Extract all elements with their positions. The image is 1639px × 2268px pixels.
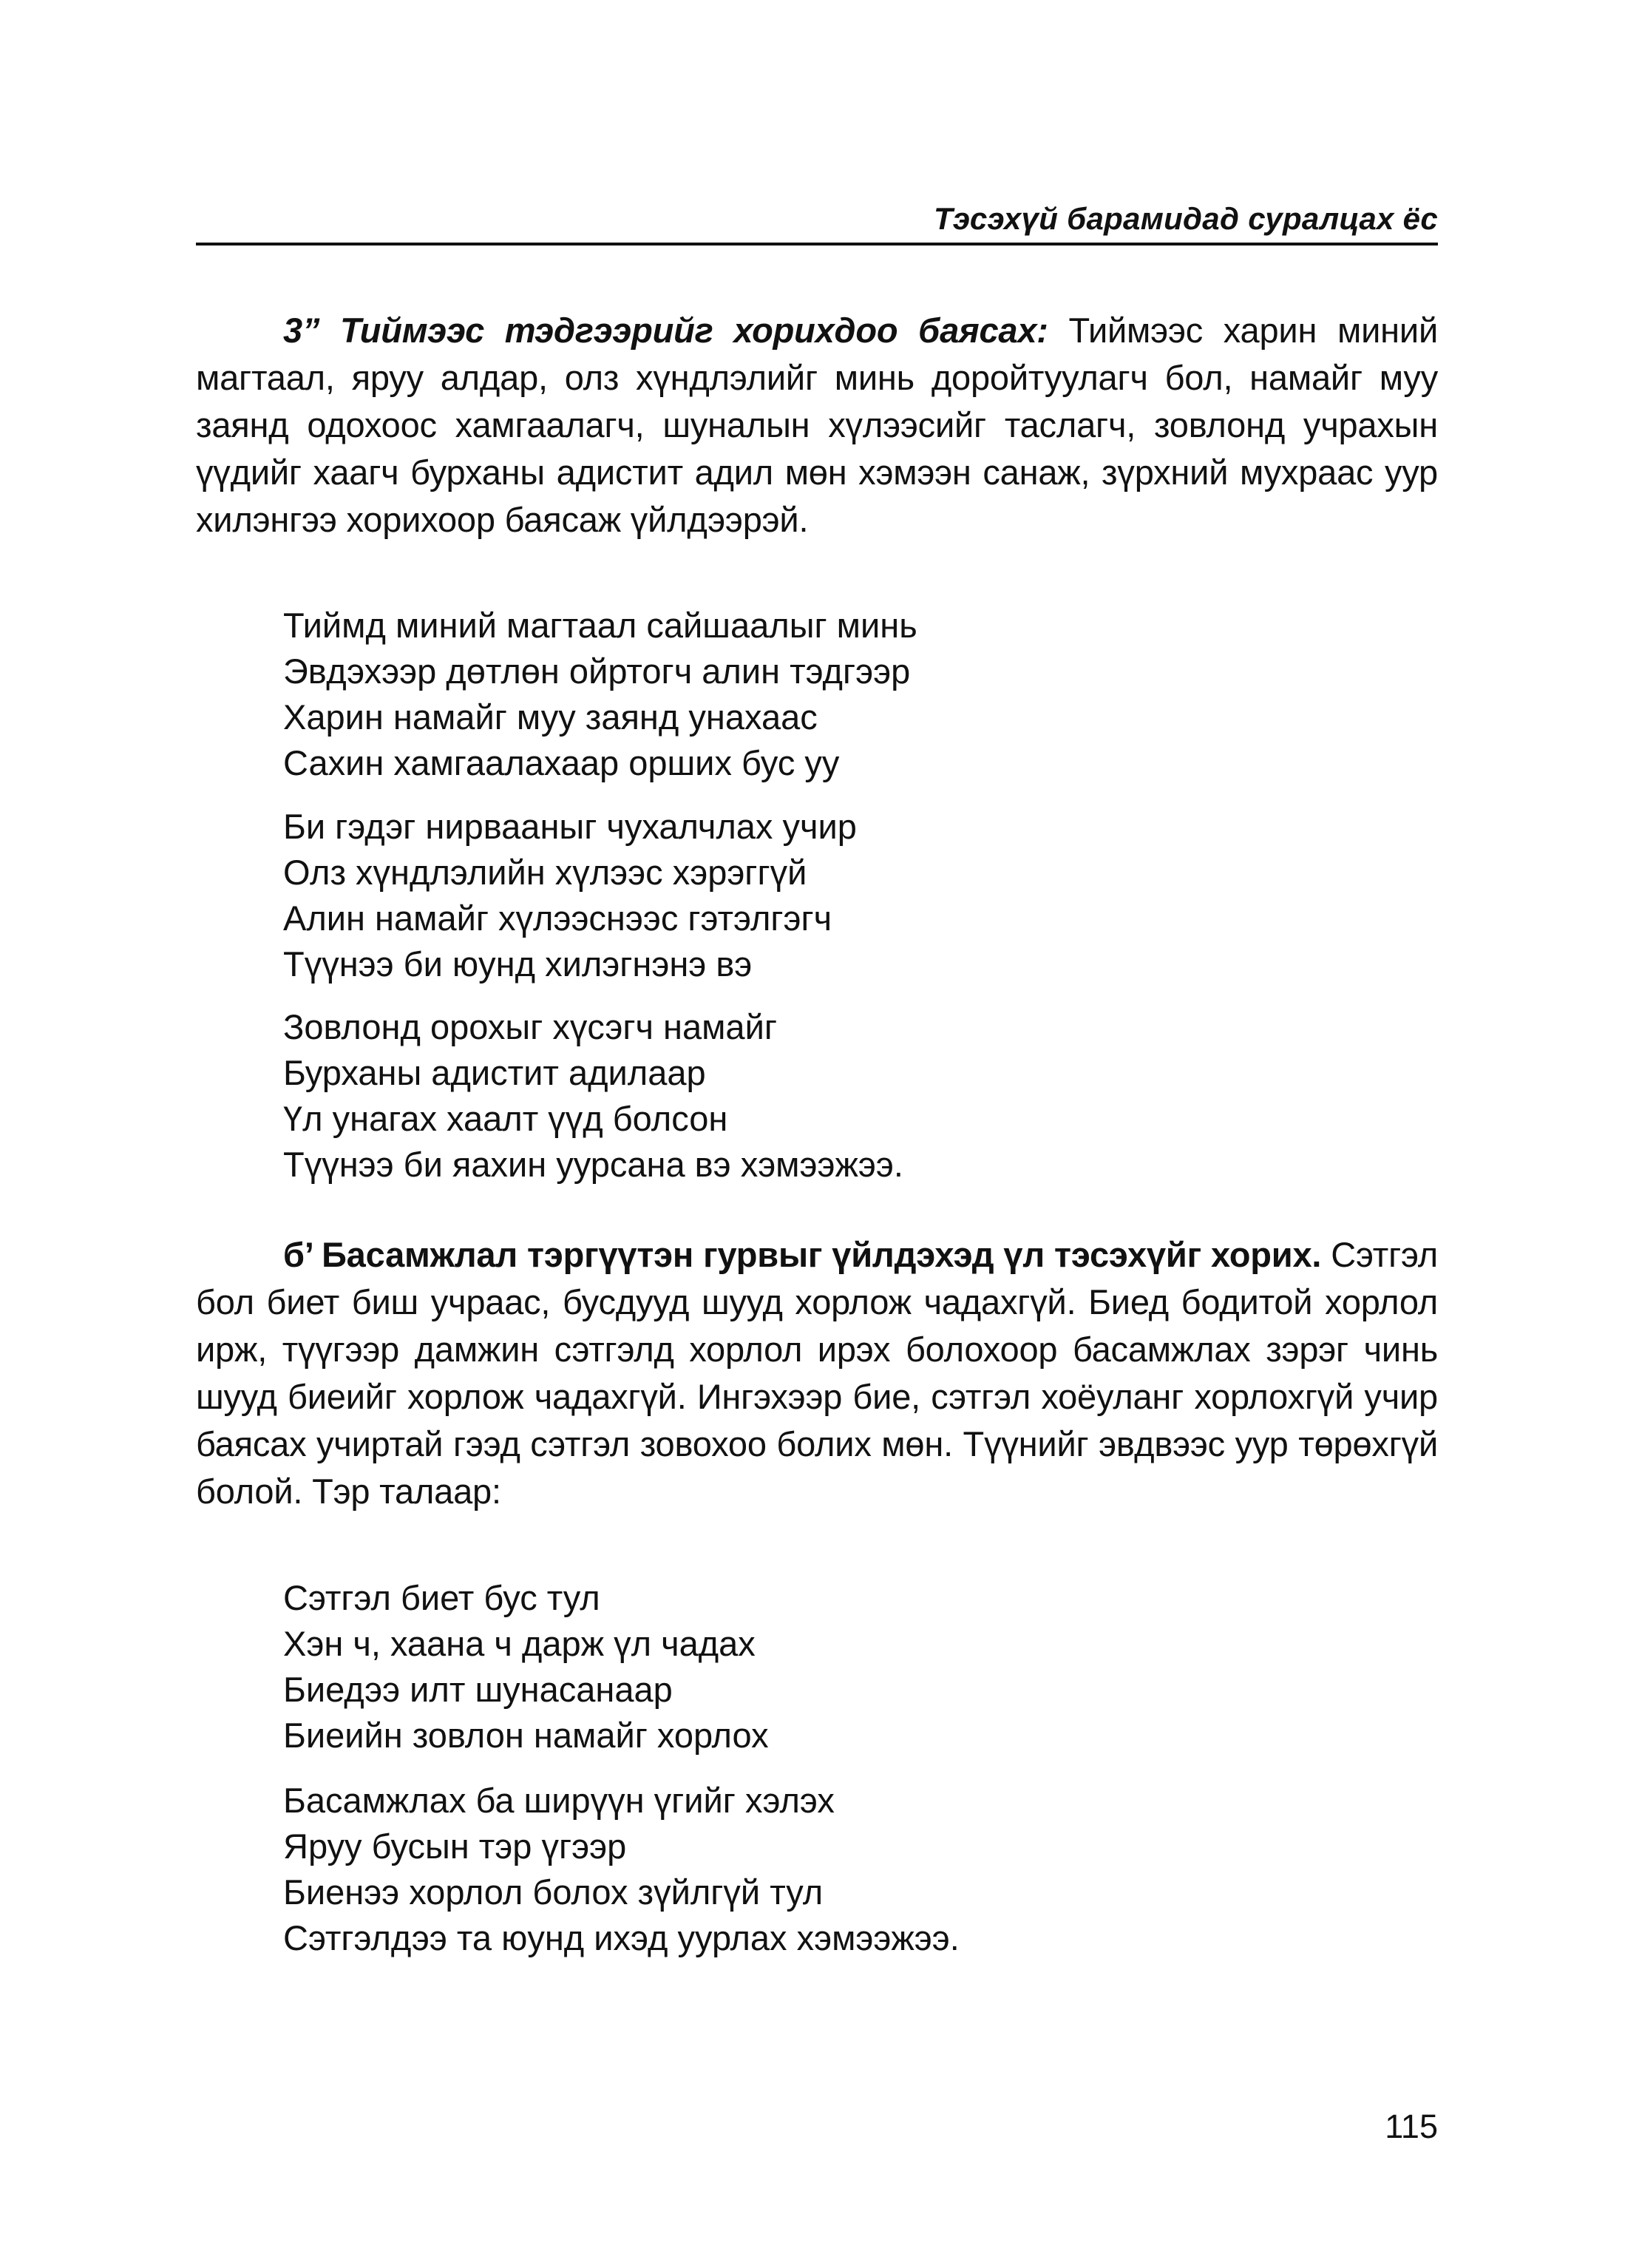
verse-line: Биенээ хорлол болох зүйлгүй тул <box>283 1872 824 1912</box>
verse-line: Бурханы адистит адилаар <box>283 1053 706 1092</box>
verse-2 <box>283 804 1392 987</box>
verse-line: Биедээ илт шунасанаар <box>283 1670 673 1709</box>
verse-4 <box>283 1575 1392 1758</box>
verse-line: Сэтгэл биет бус тул <box>283 1578 600 1617</box>
verse-line: Үл унагах хаалт үүд болсон <box>283 1099 728 1138</box>
verse-line: Басамжлах ба ширүүн үгийг хэлэх <box>283 1781 835 1820</box>
verse-line: Эвдэхээр дөтлөн ойртогч алин тэдгээр <box>283 651 911 691</box>
verse-line: Би гэдэг нирвааныг чухалчлах учир <box>283 807 857 846</box>
verse-line: Олз хүндлэлийн хүлээс хэрэггүй <box>283 853 807 892</box>
verse-1 <box>283 603 1392 786</box>
verse-5 <box>283 1778 1392 1961</box>
running-header: Тэсэхүй барамидад суралцах ёс <box>933 201 1438 236</box>
verse-line: Яруу бусын тэр үгээр <box>283 1827 627 1866</box>
verse-line: Биеийн зовлон намайг хорлох <box>283 1716 769 1755</box>
paragraph-lead: б’ Басамжлал тэргүүтэн гурвыг үйлдэхэд үл тэсэхүйг хорих. <box>283 1235 1322 1274</box>
paragraph-2 <box>196 1231 1438 1515</box>
paragraph-body: Тиймээс харин миний магтаал, яруу алдар, олз хүндлэлийг минь доройтуулагч бол, намайг муу заянд одохоос хамгаалагч, шуналын хүлээсийг таслагч, зовлонд учрахын үүдийг хаагч бурханы адистит адил мөн хэмээн санаж, зүрхний мухраас уур хилэнгээ хорихоор баясаж үйлдээрэй. <box>196 311 1439 539</box>
paragraph-1 <box>196 307 1438 544</box>
paragraph-lead: 3” Тиймээс тэдгээрийг хорихдоо баясах: <box>283 311 1048 350</box>
paragraph-body: Сэтгэл бол биет биш учраас, бусдууд шууд хорлож чадахгүй. Биед бодитой хорлол ирж, түүгээр дамжин сэтгэлд хорлол ирэх болохоор басамжлах зэрэг чинь шууд биеийг хорлож чадахгүй. Ингэхээр бие, сэтгэл хоёуланг хорлохгүй учир баясах учиртай гээд сэтгэл зовохоо болих мөн. Түүнийг эвдвээс уур төрөхгүй болой. Тэр талаар: <box>196 1235 1439 1511</box>
verse-line: Зовлонд орохыг хүсэгч намайг <box>283 1007 777 1046</box>
verse-line: Харин намайг муу заянд унахаас <box>283 697 818 737</box>
verse-line: Түүнээ би юунд хилэгнэнэ вэ <box>283 944 753 984</box>
verse-3 <box>283 1004 1392 1188</box>
verse-line: Хэн ч, хаана ч дарж үл чадах <box>283 1624 756 1663</box>
verse-line: Сахин хамгаалахаар орших бус уу <box>283 743 840 782</box>
page-number: 115 <box>1385 2108 1438 2145</box>
verse-line: Тиймд миний магтаал сайшаалыг минь <box>283 606 917 645</box>
header-rule <box>196 243 1438 246</box>
verse-line: Алин намайг хүлээснээс гэтэлгэгч <box>283 898 832 938</box>
verse-line: Сэтгэлдээ та юунд ихэд уурлах хэмээжээ. <box>283 1918 960 1957</box>
verse-line: Түүнээ би яахин уурсана вэ хэмээжээ. <box>283 1145 903 1184</box>
